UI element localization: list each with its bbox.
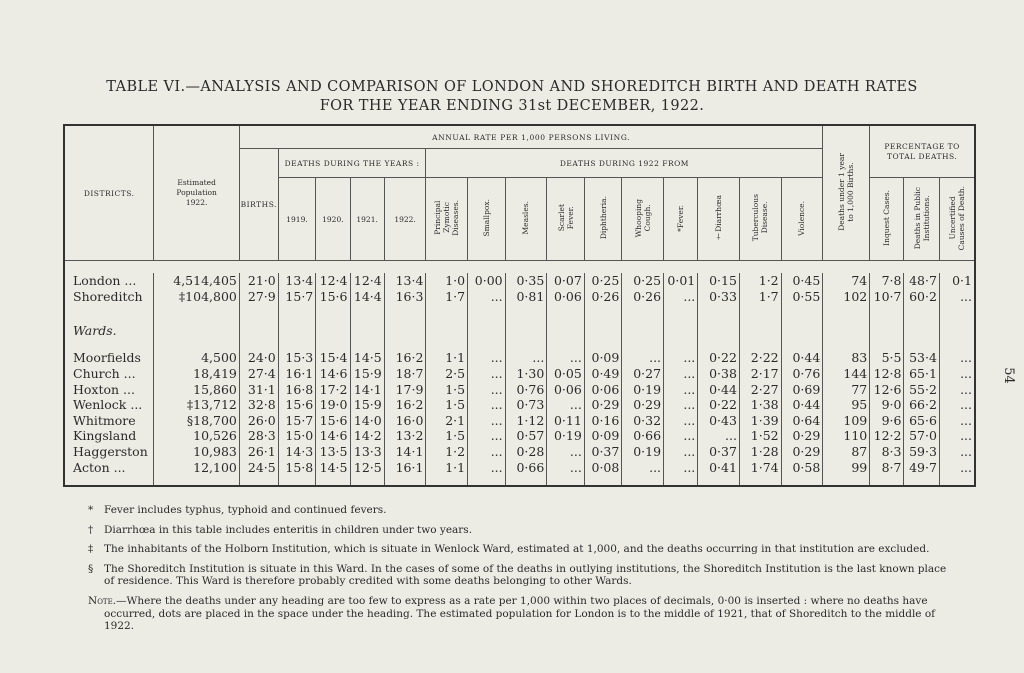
cell-value: 10,983 <box>154 444 239 460</box>
cell-value: 0·09 <box>584 350 622 366</box>
cell-value: 0·06 <box>547 381 585 397</box>
footnote-text: —Where the deaths under any heading are too few to express as a rate per 1,000 within two places of decimals, 0·00 is inserted : where no deaths have occurred, dots are placed in the space under the heading. The estimated population for London is to the middle of 1921, that of Shoreditch to the middle of 1922. <box>104 594 936 633</box>
cell-value: 17·9 <box>384 381 426 397</box>
cell-value: 4,500 <box>154 350 239 366</box>
cell-value: ... <box>505 350 547 366</box>
cell-value: 26·0 <box>239 413 278 429</box>
cell-value: §18,700 <box>154 413 239 429</box>
cell-value: ... <box>939 444 975 460</box>
cell-value: 0·27 <box>622 366 664 382</box>
cell-value: 10,526 <box>154 428 239 444</box>
cell-value: 24·5 <box>239 459 278 475</box>
cell-value: 1·39 <box>739 413 781 429</box>
cell-value: 5·5 <box>870 350 904 366</box>
cell-value: ... <box>468 397 506 413</box>
cell-value: ... <box>468 444 506 460</box>
cell-value: 1·1 <box>426 350 468 366</box>
cell-value: 12·4 <box>316 273 350 289</box>
header-percentage: PERCENTAGE TO TOTAL DEATHS. <box>870 125 975 178</box>
cell-value: 65·6 <box>904 413 939 429</box>
cell-value: ... <box>547 459 585 475</box>
cell-value: 0·76 <box>505 381 547 397</box>
footnote-text: The Shoreditch Institution is situate in this Ward. In the cases of some of the deaths in outlying institutions, the Shoreditch Institution is the last known place of residence. This Ward is therefore probably credited with some deaths belonging to other Wards. <box>104 562 947 588</box>
header-year-1922: 1922. <box>384 178 426 261</box>
cell-value: 17·2 <box>316 381 350 397</box>
header-diarrhoea: †Diarrhœa <box>698 178 740 261</box>
cell-value: 2·1 <box>426 413 468 429</box>
cell-value: 14·0 <box>350 413 384 429</box>
cell-value: 14·3 <box>278 444 316 460</box>
cell-value: 13·2 <box>384 428 426 444</box>
cell-value: 0·41 <box>698 459 740 475</box>
cell-value: 0·25 <box>622 273 664 289</box>
cell-value: 0·44 <box>781 397 823 413</box>
cell-value: 12·2 <box>870 428 904 444</box>
header-smallpox: Smallpox. <box>468 178 506 261</box>
title-line-2: FOR THE YEAR ENDING 31st DECEMBER, 1922. <box>319 98 705 114</box>
cell-value: 7·8 <box>870 273 904 289</box>
cell-value: 0·29 <box>622 397 664 413</box>
header-infant-deaths: Deaths under 1 year to 1,000 Births. <box>823 125 870 261</box>
district-name: London ... <box>64 273 154 289</box>
cell-value: 14·6 <box>316 428 350 444</box>
cell-value: 13·3 <box>350 444 384 460</box>
cell-value: 0·43 <box>698 413 740 429</box>
table-row <box>64 350 975 366</box>
table-row <box>64 381 975 397</box>
header-uncertified: Uncertified Causes of Death. <box>939 178 975 261</box>
header-diphtheria: Diphtheria. <box>584 178 622 261</box>
header-inquest: Inquest Cases. <box>870 178 904 261</box>
district-name: Hoxton ... <box>64 381 154 397</box>
cell-value: 13·4 <box>278 273 316 289</box>
cell-value: 12,100 <box>154 459 239 475</box>
cell-value: ... <box>664 397 698 413</box>
rates-table <box>63 124 976 487</box>
footnotes <box>88 504 958 640</box>
cell-value: ... <box>468 428 506 444</box>
footnote <box>88 543 958 556</box>
table-row <box>64 459 975 475</box>
footnote-text: The inhabitants of the Holborn Institution, which is situate in Wenlock Ward, estimated at 1,000, and the deaths occurring in that institution are excluded. <box>104 543 930 556</box>
table-row <box>64 444 975 460</box>
header-annual-rate: ANNUAL RATE PER 1,000 PERSONS LIVING. <box>239 125 822 149</box>
cell-value: 16·2 <box>384 350 426 366</box>
cell-value: 4,514,405 <box>154 273 239 289</box>
header-year-1919: 1919. <box>278 178 316 261</box>
header-year-1921: 1921. <box>350 178 384 261</box>
footnote-text: Fever includes typhus, typhoid and continued fevers. <box>104 504 387 516</box>
cell-value: 0·81 <box>505 289 547 305</box>
cell-value: 55·2 <box>904 381 939 397</box>
cell-value: 0·29 <box>781 444 823 460</box>
cell-value: 8·7 <box>870 459 904 475</box>
cell-value: 8·3 <box>870 444 904 460</box>
cell-value: 18·7 <box>384 366 426 382</box>
cell-value: 14·2 <box>350 428 384 444</box>
table-row <box>64 397 975 413</box>
cell-value: 0·38 <box>698 366 740 382</box>
cell-value: 0·22 <box>698 397 740 413</box>
table-body <box>64 261 975 486</box>
cell-value: 95 <box>823 397 870 413</box>
cell-value: 0·69 <box>781 381 823 397</box>
cell-value: 60·2 <box>904 289 939 305</box>
district-name: Shoreditch <box>64 289 154 305</box>
cell-value: 65·1 <box>904 366 939 382</box>
district-name: Church ... <box>64 366 154 382</box>
cell-value: 12·6 <box>870 381 904 397</box>
cell-value: 16·1 <box>384 459 426 475</box>
cell-value: 0·55 <box>781 289 823 305</box>
cell-value: 0·64 <box>781 413 823 429</box>
cell-value: 0·28 <box>505 444 547 460</box>
cell-value: ... <box>547 350 585 366</box>
table-row <box>64 273 975 289</box>
footnote-symbol: ‡ <box>88 543 94 556</box>
cell-value: ... <box>664 413 698 429</box>
cell-value: 0·26 <box>622 289 664 305</box>
header-deaths-years: DEATHS DURING THE YEARS : <box>278 149 426 178</box>
cell-value: ... <box>468 413 506 429</box>
cell-value: 0·66 <box>622 428 664 444</box>
cell-value: 15·4 <box>316 350 350 366</box>
cell-value: 15,860 <box>154 381 239 397</box>
table-title <box>0 78 1024 116</box>
cell-value: 24·0 <box>239 350 278 366</box>
header-births: BIRTHS. <box>239 149 278 261</box>
district-name: Haggerston <box>64 444 154 460</box>
cell-value: 14·4 <box>350 289 384 305</box>
cell-value: 0·73 <box>505 397 547 413</box>
cell-value: 1·0 <box>426 273 468 289</box>
cell-value: 26·1 <box>239 444 278 460</box>
cell-value: 0·22 <box>698 350 740 366</box>
cell-value: 0·26 <box>584 289 622 305</box>
cell-value: 0·49 <box>584 366 622 382</box>
cell-value: 83 <box>823 350 870 366</box>
cell-value: ... <box>939 289 975 305</box>
cell-value: ... <box>939 381 975 397</box>
cell-value: 32·8 <box>239 397 278 413</box>
cell-value: 0·57 <box>505 428 547 444</box>
table-row <box>64 413 975 429</box>
cell-value: ... <box>468 381 506 397</box>
cell-value: 2·27 <box>739 381 781 397</box>
cell-value: 0·1 <box>939 273 975 289</box>
footnote-symbol: § <box>88 562 94 575</box>
cell-value: ... <box>622 350 664 366</box>
cell-value: 66·2 <box>904 397 939 413</box>
cell-value: 1·1 <box>426 459 468 475</box>
cell-value: 14·1 <box>384 444 426 460</box>
cell-value: ... <box>547 444 585 460</box>
cell-value: 15·7 <box>278 289 316 305</box>
footnote-symbol: Note. <box>88 594 117 607</box>
cell-value: 0·00 <box>468 273 506 289</box>
header-year-1920: 1920. <box>316 178 350 261</box>
cell-value: ‡13,712 <box>154 397 239 413</box>
header-fever: *Fever. <box>664 178 698 261</box>
cell-value: 15·3 <box>278 350 316 366</box>
cell-value: 1·28 <box>739 444 781 460</box>
footnote <box>88 595 958 633</box>
cell-value: 0·35 <box>505 273 547 289</box>
cell-value: ... <box>939 397 975 413</box>
cell-value: 15·6 <box>316 289 350 305</box>
cell-value: 49·7 <box>904 459 939 475</box>
cell-value: ... <box>698 428 740 444</box>
table-row <box>64 366 975 382</box>
cell-value: 1·2 <box>739 273 781 289</box>
cell-value: 0·45 <box>781 273 823 289</box>
footnote-symbol: † <box>88 523 94 536</box>
cell-value: 1·74 <box>739 459 781 475</box>
cell-value: ... <box>939 428 975 444</box>
district-name: Moorfields <box>64 350 154 366</box>
cell-value: 28·3 <box>239 428 278 444</box>
cell-value: 2·17 <box>739 366 781 382</box>
cell-value: 109 <box>823 413 870 429</box>
district-name: Whitmore <box>64 413 154 429</box>
cell-value: 21·0 <box>239 273 278 289</box>
title-line-1: TABLE VI.—ANALYSIS AND COMPARISON OF LONDON AND SHOREDITCH BIRTH AND DEATH RATES <box>106 79 918 95</box>
cell-value: 15·6 <box>316 413 350 429</box>
cell-value: 110 <box>823 428 870 444</box>
cell-value: 27·9 <box>239 289 278 305</box>
cell-value: 19·0 <box>316 397 350 413</box>
cell-value: 15·9 <box>350 397 384 413</box>
cell-value: ... <box>939 459 975 475</box>
cell-value: 15·0 <box>278 428 316 444</box>
cell-value: ... <box>664 289 698 305</box>
cell-value: 10·7 <box>870 289 904 305</box>
cell-value: ... <box>939 350 975 366</box>
cell-value: 18,419 <box>154 366 239 382</box>
cell-value: 16·1 <box>278 366 316 382</box>
cell-value: 12·4 <box>350 273 384 289</box>
cell-value: 57·0 <box>904 428 939 444</box>
footnote <box>88 563 958 588</box>
page-number: 54 <box>1000 367 1016 384</box>
cell-value: 14·1 <box>350 381 384 397</box>
cell-value: 16·3 <box>384 289 426 305</box>
cell-value: ... <box>664 350 698 366</box>
cell-value: 0·37 <box>584 444 622 460</box>
cell-value: 16·0 <box>384 413 426 429</box>
table-row <box>64 428 975 444</box>
footnote-symbol: * <box>88 504 94 516</box>
cell-value: 27·4 <box>239 366 278 382</box>
cell-value: 14·5 <box>316 459 350 475</box>
header-zymotic: Principal Zymotic Diseases. <box>426 178 468 261</box>
cell-value: 15·7 <box>278 413 316 429</box>
cell-value: 99 <box>823 459 870 475</box>
cell-value: ... <box>939 413 975 429</box>
footnote <box>88 504 958 517</box>
cell-value: 0·06 <box>584 381 622 397</box>
cell-value: 48·7 <box>904 273 939 289</box>
cell-value: 0·06 <box>547 289 585 305</box>
cell-value: 0·19 <box>622 381 664 397</box>
cell-value: 14·6 <box>316 366 350 382</box>
cell-value: 0·16 <box>584 413 622 429</box>
cell-value: ... <box>664 428 698 444</box>
district-name: Kingsland <box>64 428 154 444</box>
cell-value: 87 <box>823 444 870 460</box>
district-name: Acton ... <box>64 459 154 475</box>
cell-value: ... <box>939 366 975 382</box>
cell-value: 1·5 <box>426 381 468 397</box>
header-whooping-cough: Whooping Cough. <box>622 178 664 261</box>
cell-value: 0·33 <box>698 289 740 305</box>
header-deaths-from: DEATHS DURING 1922 FROM <box>426 149 823 178</box>
cell-value: 14·5 <box>350 350 384 366</box>
cell-value: 0·29 <box>584 397 622 413</box>
cell-value: ... <box>468 289 506 305</box>
cell-value: 144 <box>823 366 870 382</box>
cell-value: 0·01 <box>664 273 698 289</box>
cell-value: 9·6 <box>870 413 904 429</box>
cell-value: 13·4 <box>384 273 426 289</box>
cell-value: 0·05 <box>547 366 585 382</box>
footnote <box>88 524 958 537</box>
cell-value: 1·12 <box>505 413 547 429</box>
cell-value: 0·37 <box>698 444 740 460</box>
footnote-text: Diarrhœa in this table includes enteritis in children under two years. <box>104 523 473 536</box>
cell-value: ... <box>547 397 585 413</box>
wards-label-row <box>64 304 975 338</box>
cell-value: 9·0 <box>870 397 904 413</box>
cell-value: 0·44 <box>781 350 823 366</box>
cell-value: 0·58 <box>781 459 823 475</box>
wards-label: Wards. <box>64 304 154 338</box>
cell-value: 31·1 <box>239 381 278 397</box>
cell-value: 2·22 <box>739 350 781 366</box>
header-population: Estimated Population 1922. <box>154 125 239 261</box>
cell-value: 0·19 <box>547 428 585 444</box>
cell-value: 13·5 <box>316 444 350 460</box>
cell-value: 0·66 <box>505 459 547 475</box>
cell-value: 1·52 <box>739 428 781 444</box>
header-districts: DISTRICTS. <box>64 125 154 261</box>
cell-value: 0·09 <box>584 428 622 444</box>
cell-value: 0·08 <box>584 459 622 475</box>
cell-value: 1·38 <box>739 397 781 413</box>
cell-value: ‡104,800 <box>154 289 239 305</box>
cell-value: 12·8 <box>870 366 904 382</box>
cell-value: 0·07 <box>547 273 585 289</box>
header-measles: Measles. <box>505 178 547 261</box>
cell-value: ... <box>468 459 506 475</box>
cell-value: 2·5 <box>426 366 468 382</box>
cell-value: ... <box>622 459 664 475</box>
cell-value: 1·2 <box>426 444 468 460</box>
cell-value: 16·8 <box>278 381 316 397</box>
cell-value: 0·76 <box>781 366 823 382</box>
header-violence: Violence. <box>781 178 823 261</box>
cell-value: 53·4 <box>904 350 939 366</box>
cell-value: 0·29 <box>781 428 823 444</box>
cell-value: 77 <box>823 381 870 397</box>
cell-value: 1·7 <box>739 289 781 305</box>
cell-value: 102 <box>823 289 870 305</box>
cell-value: 0·19 <box>622 444 664 460</box>
cell-value: 15·6 <box>278 397 316 413</box>
cell-value: ... <box>664 444 698 460</box>
cell-value: ... <box>468 366 506 382</box>
cell-value: 0·11 <box>547 413 585 429</box>
cell-value: 1·5 <box>426 428 468 444</box>
header-tuberculous: Tuberculous Disease. <box>739 178 781 261</box>
cell-value: 1·7 <box>426 289 468 305</box>
cell-value: 15·9 <box>350 366 384 382</box>
header-public-institutions: Deaths in Public Institutions. <box>904 178 939 261</box>
cell-value: 1·30 <box>505 366 547 382</box>
cell-value: 12·5 <box>350 459 384 475</box>
cell-value: 74 <box>823 273 870 289</box>
cell-value: 16·2 <box>384 397 426 413</box>
cell-value: ... <box>664 381 698 397</box>
cell-value: 0·15 <box>698 273 740 289</box>
cell-value: 59·3 <box>904 444 939 460</box>
cell-value: 0·44 <box>698 381 740 397</box>
district-name: Wenlock ... <box>64 397 154 413</box>
table-row <box>64 289 975 305</box>
cell-value: ... <box>468 350 506 366</box>
cell-value: 0·25 <box>584 273 622 289</box>
cell-value: 0·32 <box>622 413 664 429</box>
cell-value: ... <box>664 459 698 475</box>
cell-value: ... <box>664 366 698 382</box>
header-scarlet-fever: Scarlet Fever. <box>547 178 585 261</box>
cell-value: 15·8 <box>278 459 316 475</box>
cell-value: 1·5 <box>426 397 468 413</box>
